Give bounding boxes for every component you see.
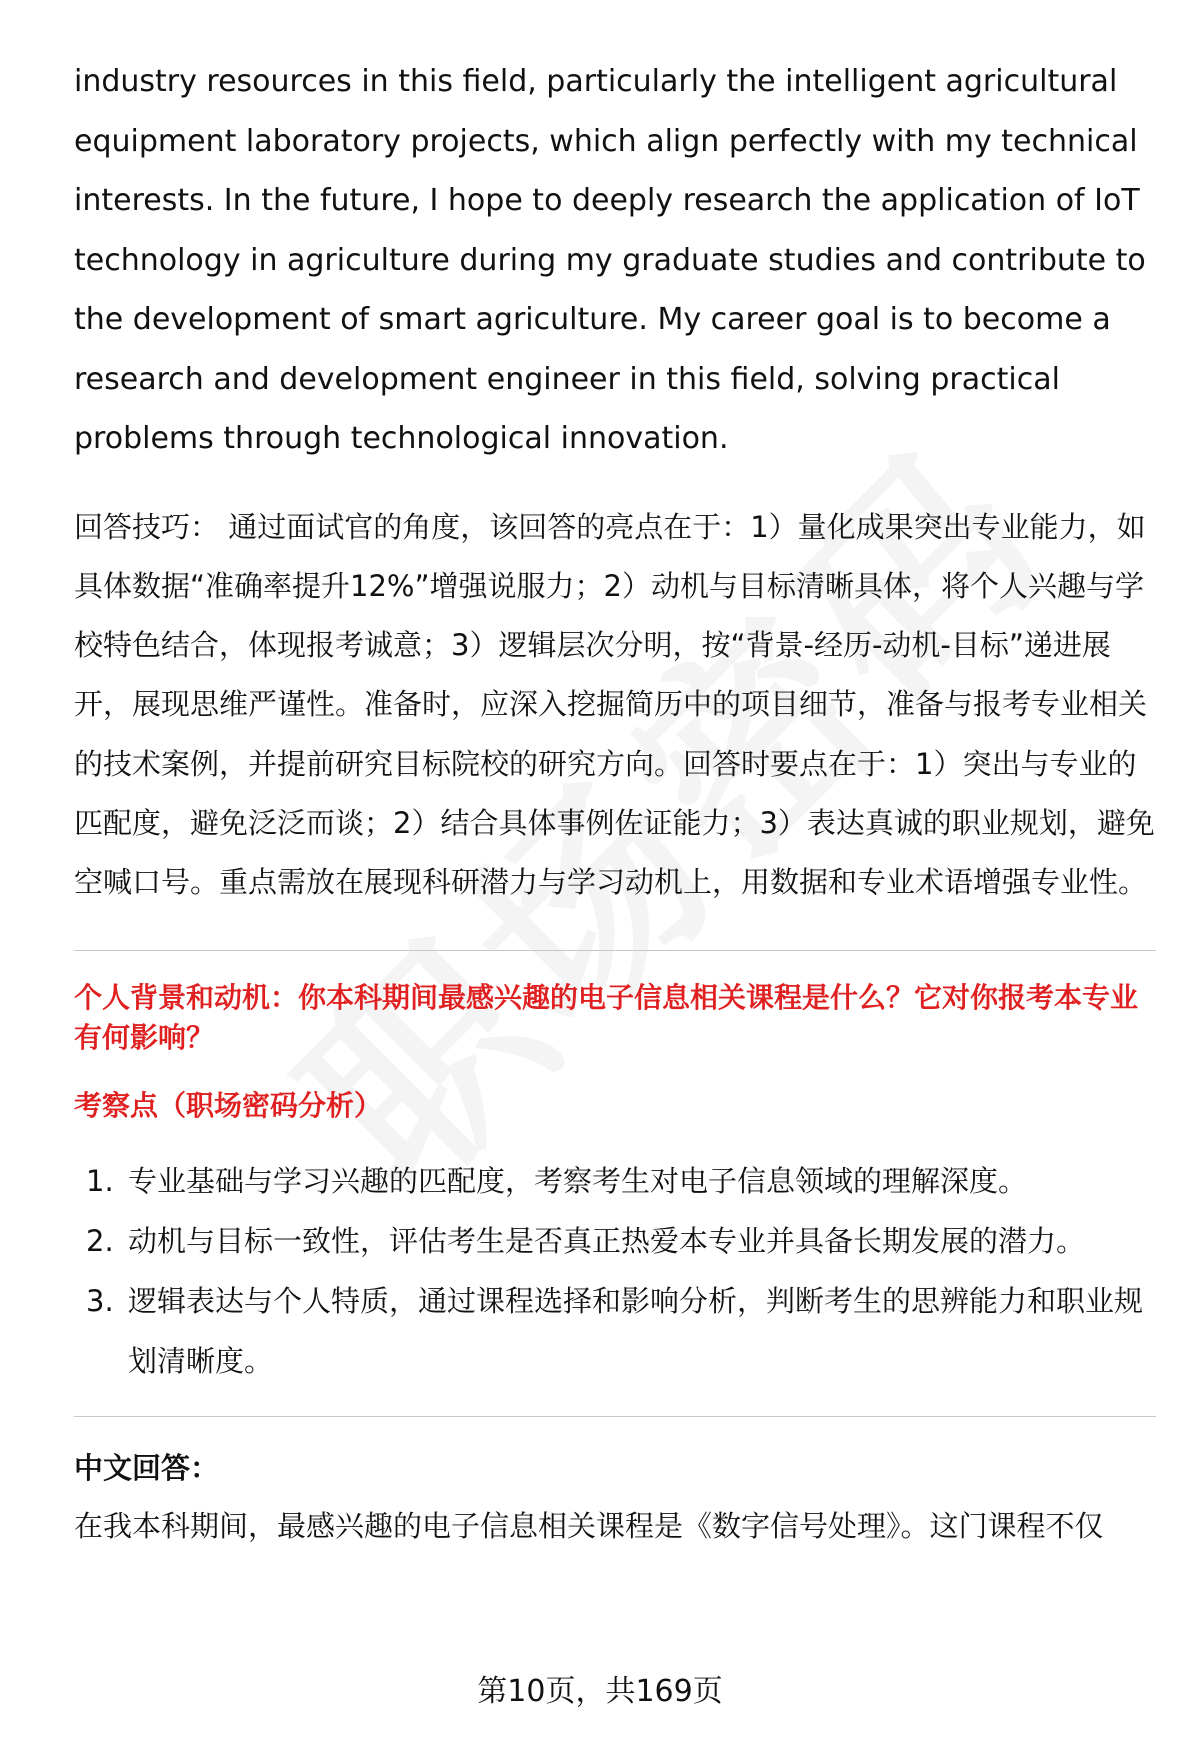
answer-heading: 中文回答：	[74, 1450, 220, 1485]
list-item-text: 动机与目标一致性，评估考生是否真正热爱本专业并具备长期发展的潜力。	[128, 1223, 1086, 1258]
answer-paragraph: 在我本科期间，最感兴趣的电子信息相关课程是《数字信号处理》。这门课程不仅	[74, 1508, 1104, 1543]
assessment-heading: 考察点（职场密码分析）	[74, 1088, 383, 1122]
list-item-text: 专业基础与学习兴趣的匹配度，考察考生对电子信息领域的理解深度。	[128, 1163, 1028, 1198]
section-divider	[74, 950, 1156, 951]
assessment-points-list	[74, 1151, 1156, 1391]
list-item-text: 逻辑表达与个人特质，通过课程选择和影响分析，判断考生的思辨能力和职业规划清晰度。	[128, 1283, 1144, 1378]
list-item-number: 3.	[86, 1283, 114, 1318]
list-item	[74, 1151, 1156, 1211]
list-item	[74, 1271, 1156, 1391]
question-title: 个人背景和动机：你本科期间最感兴趣的电子信息相关课程是什么？它对你报考本专业有何影响？	[74, 980, 1139, 1054]
list-item	[74, 1211, 1156, 1271]
document-page	[74, 52, 1156, 1546]
continuation-paragraph: industry resources in this field, particularly the intelligent agricultural equipment laboratory projects, which align perfectly with my technical interests. In the future, I hope to deeply research the application of IoT technology in agriculture during my graduate studies and contribute to the development of smart agriculture. My career goal is to become a research and development engineer in this field, solving practical problems through technological innovation.	[74, 64, 1146, 456]
list-item-number: 1.	[86, 1163, 114, 1198]
section-divider	[74, 1416, 1156, 1417]
list-item-number: 2.	[86, 1223, 114, 1258]
page-number-footer: 第10页，共169页	[477, 1674, 723, 1709]
answer-tips-paragraph: 回答技巧： 通过面试官的角度，该回答的亮点在于：1）量化成果突出专业能力，如具体数据“准确率提升12%”增强说服力；2）动机与目标清晰具体，将个人兴趣与学校特色结合，体现报考诚意；3）逻辑层次分明，按“背景-经历-动机-目标”递进展开，展现思维严谨性。准备时，应深入挖掘简历中的项目细节，准备与报考专业相关的技术案例，并提前研究目标院校的研究方向。回答时要点在于：1）突出与专业的匹配度，避免泛泛而谈；2）结合具体事例佐证能力；3）表达真诚的职业规划，避免空喊口号。重点需放在展现科研潜力与学习动机上，用数据和专业术语增强专业性。	[74, 509, 1155, 900]
